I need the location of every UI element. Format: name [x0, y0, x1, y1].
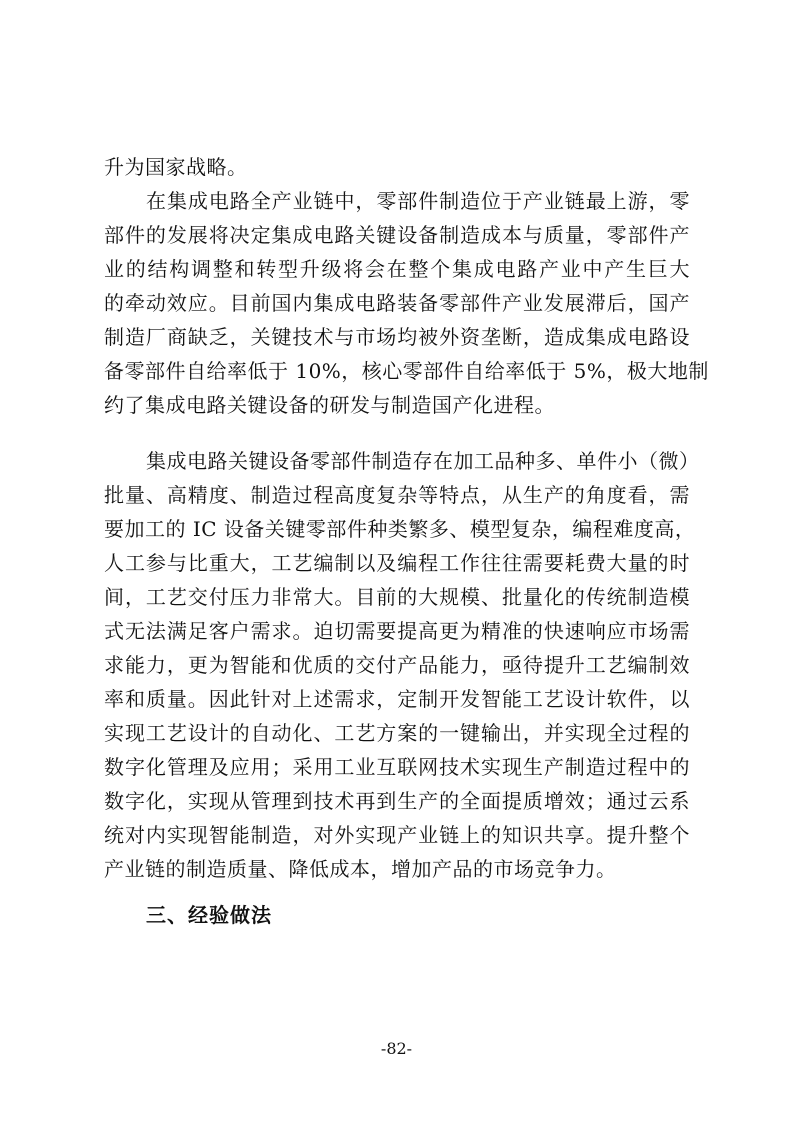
text-line: 业的结构调整和转型升级将会在整个集成电路产业中产生巨大 — [104, 257, 690, 281]
text-line: 约了集成电路关键设备的研发与制造国产化进程。 — [104, 393, 555, 417]
text-line: 式无法满足客户需求。迫切需要提高更为精准的快速响应市场需 — [104, 619, 690, 643]
text-line: 数字化管理及应用；采用工业互联网技术实现生产制造过程中的 — [104, 755, 690, 779]
text-line: 实现工艺设计的自动化、工艺方案的一键输出，并实现全过程的 — [104, 721, 690, 745]
text-line: 在集成电路全产业链中，零部件制造位于产业链最上游，零 — [146, 189, 690, 213]
section-heading: 三、经验做法 — [146, 903, 272, 927]
text-line: 升为国家战略。 — [104, 155, 248, 179]
text-line: 求能力，更为智能和优质的交付产品能力，亟待提升工艺编制效 — [104, 653, 690, 677]
text-line: 的牵动效应。目前国内集成电路装备零部件产业发展滞后，国产 — [104, 291, 690, 315]
text-line: 间，工艺交付压力非常大。目前的大规模、批量化的传统制造模 — [104, 585, 690, 609]
text-line: 数字化，实现从管理到技术再到生产的全面提质增效；通过云系 — [104, 789, 690, 813]
text-line: 产业链的制造质量、降低成本，增加产品的市场竞争力。 — [104, 857, 617, 881]
text-line: 率和质量。因此针对上述需求，定制开发智能工艺设计软件，以 — [104, 687, 690, 711]
text-line: 备零部件自给率低于 10%，核心零部件自给率低于 5%，极大地制 — [104, 359, 709, 383]
text-line: 要加工的 IC 设备关键零部件种类繁多、模型复杂，编程难度高， — [104, 517, 696, 541]
text-line: 统对内实现智能制造，对外实现产业链上的知识共享。提升整个 — [104, 823, 690, 847]
page-number: -82- — [380, 1039, 413, 1058]
text-line: 部件的发展将决定集成电路关键设备制造成本与质量，零部件产 — [104, 223, 690, 247]
text-line: 人工参与比重大，工艺编制以及编程工作往往需要耗费大量的时 — [104, 551, 690, 575]
text-line: 制造厂商缺乏，关键技术与市场均被外资垄断，造成集成电路设 — [104, 325, 690, 349]
text-line: 集成电路关键设备零部件制造存在加工品种多、单件小（微） — [146, 449, 700, 473]
text-line: 批量、高精度、制造过程高度复杂等特点，从生产的角度看，需 — [104, 483, 690, 507]
